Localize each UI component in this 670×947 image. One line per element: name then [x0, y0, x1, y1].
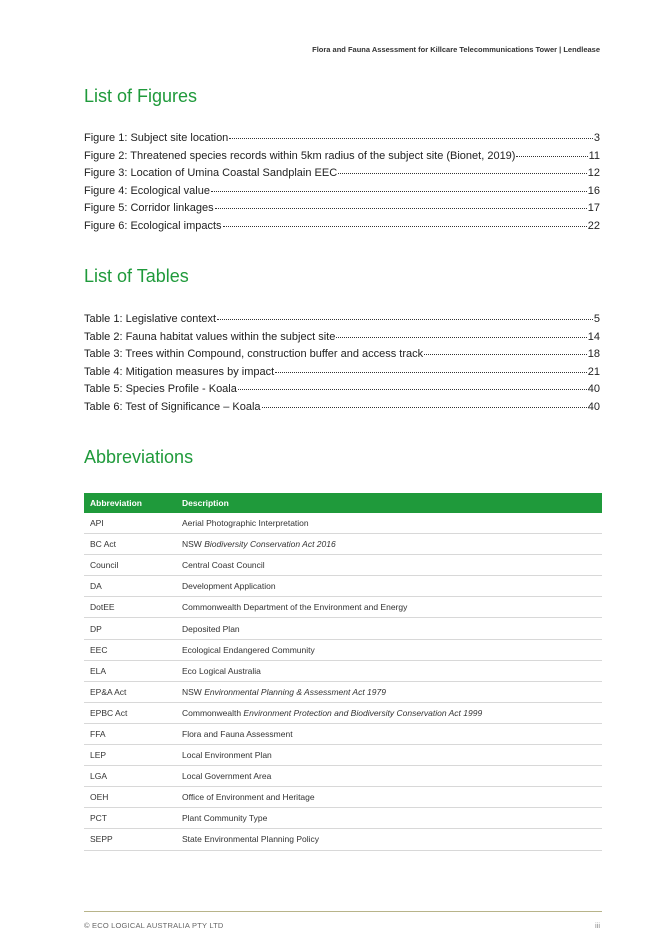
description-cell: [176, 618, 602, 639]
description-cell: [176, 513, 602, 534]
figure-entry-page: 17: [587, 202, 600, 214]
abbreviation-cell: LGA: [84, 766, 176, 787]
description-text: Local Environment Plan: [182, 750, 272, 761]
table-entry-page: 21: [587, 365, 600, 378]
description-text: Deposited Plan: [182, 623, 240, 634]
figure-entry-label: Figure 2: Threatened species records within 5km radius of the subject site (Bionet, 2019): [84, 149, 516, 162]
description-text: Commonwealth Department of the Environment and Energy: [182, 602, 408, 613]
abbreviations-table: [84, 493, 602, 851]
description-title: Environment Protection and Biodiversity Conservation Act 1999: [243, 707, 483, 718]
dot-leader: [223, 226, 587, 227]
description-text: Central Coast Council: [182, 560, 265, 571]
description-text: Flora and Fauna Assessment: [182, 728, 293, 739]
figure-entry[interactable]: [84, 220, 600, 238]
figure-entry-page: 3: [593, 132, 600, 144]
footer-copyright: © ECO LOGICAL AUSTRALIA PTY LTD: [84, 921, 224, 930]
abbreviation-cell: DotEE: [84, 597, 176, 618]
table-entry[interactable]: [84, 401, 600, 419]
abbreviation-cell: Council: [84, 555, 176, 576]
description-text: State Environmental Planning Policy: [182, 834, 320, 845]
description-title: Biodiversity Conservation Act 2016: [204, 539, 336, 550]
table-row: [84, 618, 602, 639]
dot-leader: [338, 173, 587, 174]
description-text: NSW: [182, 686, 205, 697]
dot-leader: [336, 337, 586, 338]
table-entry-label: Table 1: Legislative context: [84, 313, 217, 325]
description-text: NSW: [182, 539, 205, 550]
description-cell: [176, 829, 602, 850]
table-entry-label: Table 4: Mitigation measures by impact: [84, 365, 275, 378]
description-cell: [176, 534, 602, 555]
list-of-tables: [84, 313, 600, 418]
figure-entry[interactable]: [84, 202, 600, 220]
description-text: Development Application: [182, 581, 276, 592]
table-row: [84, 787, 602, 808]
table-row: [84, 639, 602, 660]
dot-leader: [238, 389, 587, 390]
dot-leader: [215, 208, 587, 209]
figure-entry-page: 16: [587, 184, 600, 197]
figure-entry-label: Figure 3: Location of Umina Coastal Sandplain EEC: [84, 167, 338, 179]
description-cell: [176, 723, 602, 744]
table-row: [84, 660, 602, 681]
description-cell: [176, 766, 602, 787]
column-header-abbreviation: Abbreviation: [84, 493, 176, 513]
table-entry[interactable]: [84, 331, 600, 349]
abbreviation-cell: API: [84, 513, 176, 534]
table-entry-page: 18: [587, 348, 600, 360]
table-row: [84, 702, 602, 723]
description-text: Plant Community Type: [182, 813, 268, 824]
abbreviation-cell: EP&A Act: [84, 681, 176, 702]
description-text: Aerial Photographic Interpretation: [182, 518, 309, 529]
description-text: Local Government Area: [182, 771, 272, 782]
table-row: [84, 766, 602, 787]
abbreviation-cell: PCT: [84, 808, 176, 829]
abbreviation-cell: BC Act: [84, 534, 176, 555]
description-title: Environmental Planning & Assessment Act 1979: [204, 686, 386, 697]
description-cell: [176, 808, 602, 829]
dot-leader: [424, 354, 587, 355]
abbreviation-cell: EEC: [84, 639, 176, 660]
description-cell: [176, 660, 602, 681]
figure-entry-page: 22: [587, 219, 600, 232]
running-header: Flora and Fauna Assessment for Killcare Telecommunications Tower | Lendlease: [312, 45, 600, 54]
description-text: Office of Environment and Heritage: [182, 792, 315, 803]
table-entry[interactable]: [84, 313, 600, 331]
table-row: [84, 597, 602, 618]
figure-entry[interactable]: [84, 185, 600, 203]
table-entry-page: 40: [587, 383, 600, 395]
list-of-tables-heading: List of Tables: [84, 266, 189, 286]
abbreviation-cell: DA: [84, 576, 176, 597]
description-cell: [176, 681, 602, 702]
description-cell: [176, 639, 602, 660]
dot-leader: [262, 407, 587, 408]
table-row: [84, 681, 602, 702]
table-row: [84, 745, 602, 766]
list-of-figures-heading: List of Figures: [84, 86, 198, 106]
table-entry-label: Table 6: Test of Significance – Koala: [84, 400, 261, 413]
table-entry-page: 14: [587, 330, 600, 343]
table-row: [84, 723, 602, 744]
abbreviation-cell: OEH: [84, 787, 176, 808]
abbreviation-cell: FFA: [84, 723, 176, 744]
description-cell: [176, 702, 602, 723]
abbreviation-cell: ELA: [84, 660, 176, 681]
abbreviation-cell: EPBC Act: [84, 702, 176, 723]
figure-entry-page: 11: [588, 149, 600, 162]
abbreviation-cell: SEPP: [84, 829, 176, 850]
table-entry-label: Table 5: Species Profile - Koala: [84, 383, 237, 395]
abbreviation-cell: LEP: [84, 745, 176, 766]
description-cell: [176, 555, 602, 576]
figure-entry[interactable]: [84, 167, 600, 185]
table-entry-label: Table 2: Fauna habitat values within the subject site: [84, 330, 336, 343]
dot-leader: [516, 156, 587, 157]
figure-entry-page: 12: [587, 167, 600, 179]
description-cell: [176, 745, 602, 766]
footer-divider: [84, 911, 602, 912]
column-header-description: Description: [176, 493, 602, 513]
table-header-row: [84, 493, 602, 513]
abbreviations-heading: Abbreviations: [84, 447, 194, 467]
figure-entry-label: Figure 1: Subject site location: [84, 132, 229, 144]
figure-entry-label: Figure 4: Ecological value: [84, 184, 210, 197]
table-entry-page: 40: [587, 400, 600, 413]
dot-leader: [211, 191, 587, 192]
table-entry[interactable]: [84, 348, 600, 366]
table-entry[interactable]: [84, 383, 600, 401]
description-cell: [176, 787, 602, 808]
description-text: Eco Logical Australia: [182, 665, 261, 676]
table-row: [84, 829, 602, 850]
description-cell: [176, 597, 602, 618]
figure-entry[interactable]: [84, 150, 600, 168]
abbreviation-cell: DP: [84, 618, 176, 639]
description-text: Ecological Endangered Community: [182, 644, 315, 655]
footer-page-number: iii: [595, 921, 600, 930]
table-row: [84, 576, 602, 597]
figure-entry[interactable]: [84, 132, 600, 150]
dot-leader: [229, 138, 593, 139]
description-text: Commonwealth: [182, 707, 244, 718]
table-row: [84, 534, 602, 555]
dot-leader: [275, 372, 587, 373]
table-entry-label: Table 3: Trees within Compound, construction buffer and access track: [84, 348, 424, 360]
table-row: [84, 808, 602, 829]
table-row: [84, 513, 602, 534]
list-of-figures: [84, 132, 600, 237]
table-entry[interactable]: [84, 366, 600, 384]
description-cell: [176, 576, 602, 597]
table-row: [84, 555, 602, 576]
table-entry-page: 5: [593, 313, 600, 325]
figure-entry-label: Figure 6: Ecological impacts: [84, 219, 222, 232]
figure-entry-label: Figure 5: Corridor linkages: [84, 202, 214, 214]
dot-leader: [217, 319, 593, 320]
